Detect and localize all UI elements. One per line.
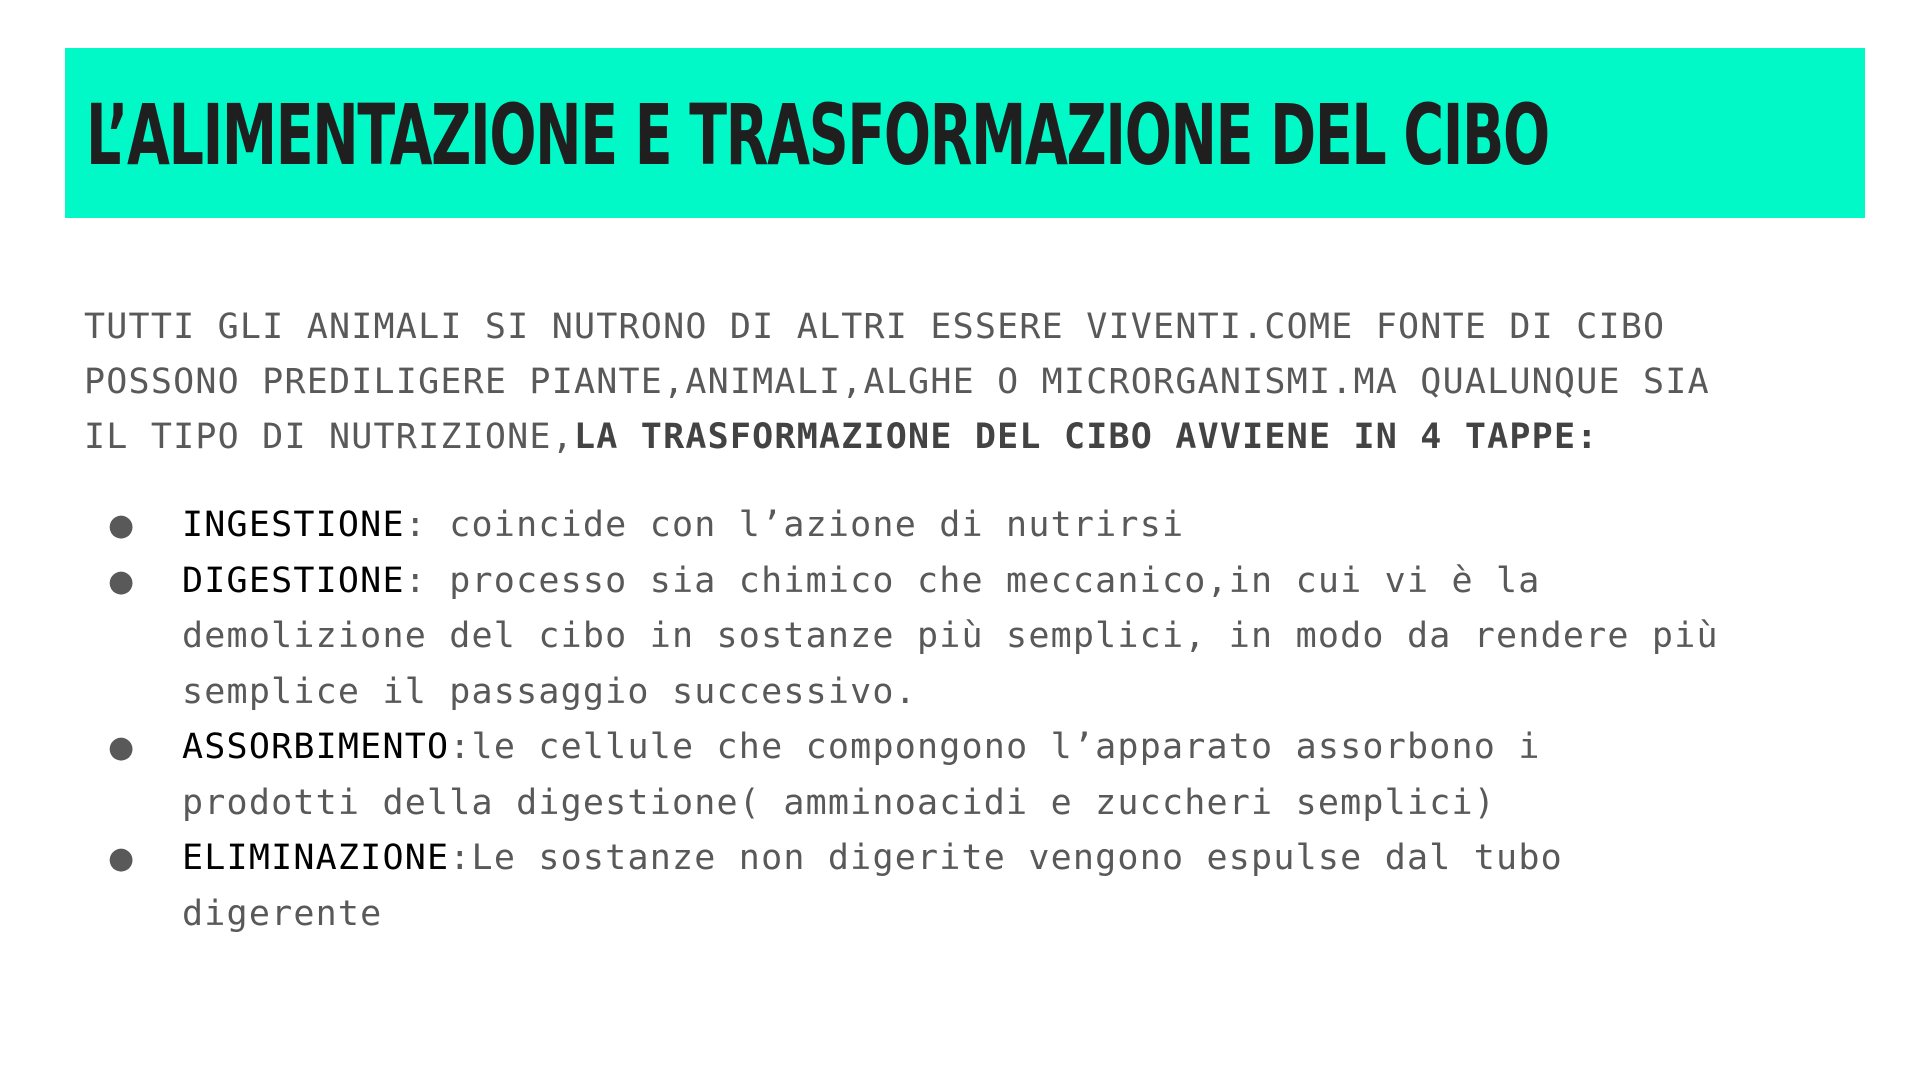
step-description: Le sostanze non digerite vengono espulse dal tubo: [471, 838, 1563, 878]
intro-line-3-plain: IL TIPO DI NUTRIZIONE,: [84, 417, 574, 457]
intro-line-3-bold: LA TRASFORMAZIONE DEL CIBO AVVIENE IN 4 TAPPE:: [573, 417, 1599, 457]
step-line: [182, 498, 1884, 554]
intro-paragraph: [84, 300, 1884, 465]
step-line: [182, 720, 1884, 776]
bullet-icon: ●: [108, 841, 136, 876]
step-description: le cellule che compongono l’apparato assorbono i: [471, 727, 1541, 767]
step-term: ASSORBIMENTO: [182, 727, 450, 767]
step-description: processo sia chimico che meccanico,in cui vi è la: [449, 560, 1541, 601]
step-term: DIGESTIONE: [182, 560, 405, 601]
steps-list: [84, 498, 1884, 942]
bullet-icon: ●: [108, 563, 136, 599]
intro-line-2: POSSONO PREDILIGERE PIANTE,ANIMALI,ALGHE O MICRORGANISMI.MA QUALUNQUE SIA: [84, 362, 1710, 402]
list-item-ingestione: [84, 498, 1884, 554]
step-line: [182, 831, 1884, 887]
step-description: coincide con l’azione di nutrirsi: [449, 505, 1185, 545]
step-separator: :: [404, 560, 450, 601]
step-description-continued: digerente: [182, 893, 383, 934]
step-description-continued: prodotti della digestione( amminoacidi e zuccheri semplici): [182, 782, 1497, 823]
step-term: ELIMINAZIONE: [182, 838, 450, 878]
list-item-assorbimento: [84, 720, 1884, 831]
bullet-icon: ●: [108, 730, 136, 765]
intro-line-3: [84, 410, 1884, 465]
intro-line-1: TUTTI GLI ANIMALI SI NUTRONO DI ALTRI ESSERE VIVENTI.COME FONTE DI CIBO: [84, 307, 1666, 347]
step-description-continued: semplice il passaggio successivo.: [182, 671, 917, 712]
step-term: INGESTIONE: [182, 505, 405, 545]
step-separator: :: [449, 838, 472, 878]
step-description-continued: demolizione del cibo in sostanze più semplici, in modo da rendere più: [182, 616, 1719, 656]
step-line: [182, 554, 1884, 610]
bullet-icon: ●: [108, 508, 136, 543]
list-item-eliminazione: [84, 831, 1884, 942]
list-item-digestione: [84, 554, 1884, 721]
step-separator: :: [449, 727, 472, 767]
slide-title: L’ALIMENTAZIONE E TRASFORMAZIONE DEL CIBO: [86, 86, 1549, 184]
step-separator: :: [404, 505, 450, 545]
